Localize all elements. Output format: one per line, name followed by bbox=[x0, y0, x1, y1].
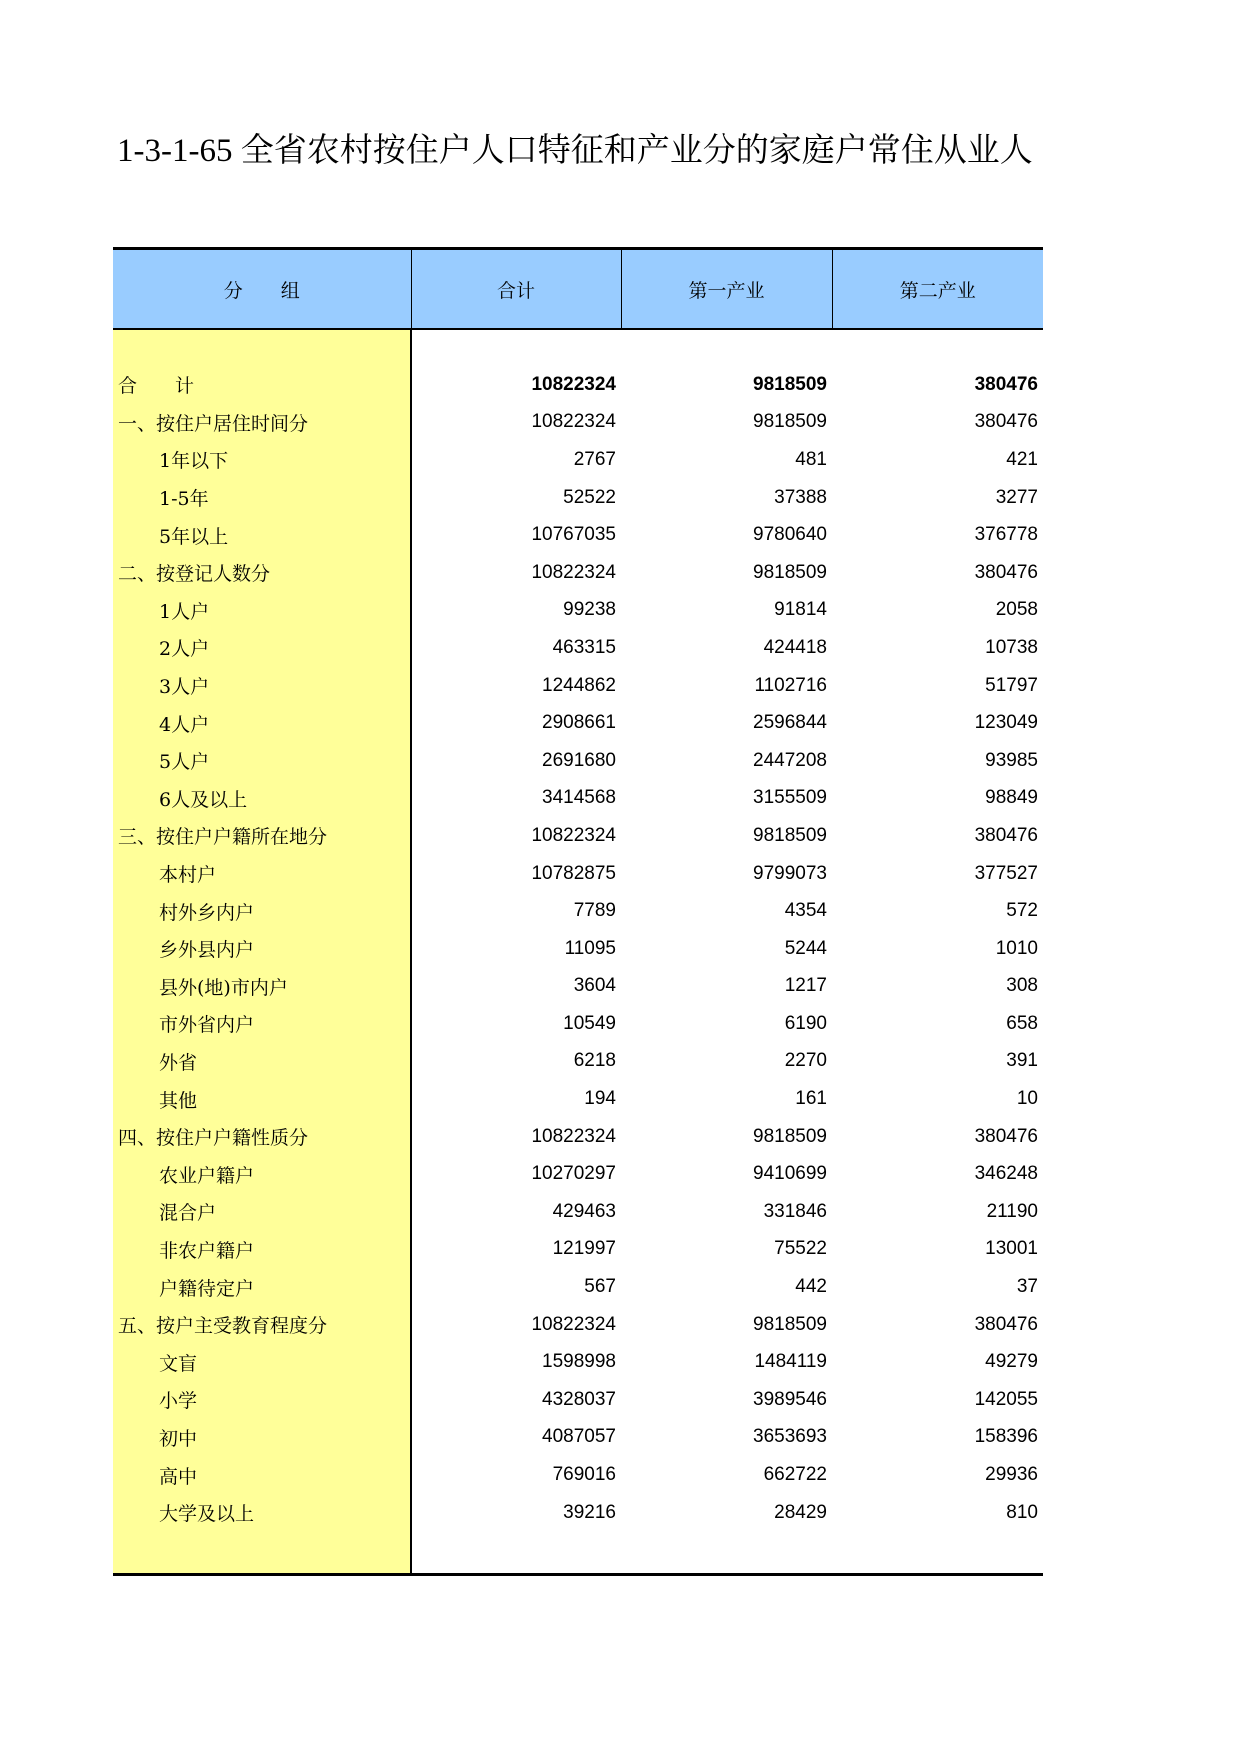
cell-secondary-industry: 346248 bbox=[974, 1163, 1038, 1185]
cell-total: 3604 bbox=[573, 975, 616, 997]
table-row bbox=[113, 1080, 1043, 1118]
cell-total: 194 bbox=[584, 1088, 616, 1110]
table-row bbox=[113, 404, 1043, 442]
cell-primary-industry: 9818509 bbox=[753, 561, 827, 583]
row-label: 小学 bbox=[113, 1381, 411, 1419]
table-row bbox=[113, 667, 1043, 705]
cell-secondary-industry: 380476 bbox=[974, 561, 1038, 583]
spacer-row bbox=[113, 1531, 1043, 1575]
cell-primary-industry: 161 bbox=[795, 1088, 827, 1110]
cell-total: 10782875 bbox=[531, 862, 616, 884]
cell-secondary-industry: 658 bbox=[1006, 1012, 1038, 1034]
cell-secondary-industry: 37 bbox=[1016, 1276, 1038, 1298]
row-label: 农业户籍户 bbox=[113, 1155, 411, 1193]
page-title: 1-3-1-65 全省农村按住户人口特征和产业分的家庭户常住从业人 bbox=[117, 133, 1033, 169]
cell-primary-industry: 5244 bbox=[784, 937, 827, 959]
row-label: 1-5年 bbox=[113, 479, 411, 517]
table-row bbox=[113, 930, 1043, 968]
spacer-row bbox=[113, 329, 1043, 366]
cell-primary-industry: 3155509 bbox=[753, 787, 827, 809]
statistics-table bbox=[113, 247, 1043, 1576]
row-label: 大学及以上 bbox=[113, 1494, 411, 1532]
cell-total: 10822324 bbox=[531, 824, 616, 846]
cell-primary-industry: 2270 bbox=[784, 1050, 827, 1072]
cell-primary-industry: 3653693 bbox=[753, 1426, 827, 1448]
cell-primary-industry: 1102716 bbox=[754, 674, 827, 696]
cell-primary-industry: 9818509 bbox=[753, 373, 827, 395]
cell-total: 769016 bbox=[552, 1464, 616, 1486]
cell-secondary-industry: 308 bbox=[1006, 975, 1038, 997]
cell-total: 6218 bbox=[573, 1050, 616, 1072]
header-total: 合计 bbox=[411, 249, 621, 330]
cell-primary-industry: 662722 bbox=[763, 1464, 827, 1486]
cell-secondary-industry: 51797 bbox=[985, 674, 1038, 696]
cell-total: 567 bbox=[584, 1276, 616, 1298]
cell-secondary-industry: 13001 bbox=[985, 1238, 1038, 1260]
table-row bbox=[113, 1043, 1043, 1081]
cell-primary-industry: 481 bbox=[795, 448, 827, 470]
spacer-cell bbox=[621, 1531, 832, 1575]
cell-secondary-industry: 376778 bbox=[974, 524, 1038, 546]
cell-primary-industry: 1484119 bbox=[754, 1351, 827, 1373]
table-row bbox=[113, 1268, 1043, 1306]
cell-primary-industry: 4354 bbox=[784, 900, 827, 922]
spacer-cell bbox=[621, 329, 832, 366]
row-label: 市外省内户 bbox=[113, 1005, 411, 1043]
row-label: 2人户 bbox=[113, 629, 411, 667]
cell-primary-industry: 9410699 bbox=[753, 1163, 827, 1185]
cell-total: 429463 bbox=[552, 1200, 616, 1222]
cell-total: 52522 bbox=[563, 486, 616, 508]
cell-secondary-industry: 142055 bbox=[974, 1388, 1038, 1410]
cell-total: 2767 bbox=[573, 448, 616, 470]
table-row bbox=[113, 780, 1043, 818]
cell-secondary-industry: 10738 bbox=[985, 636, 1038, 658]
header-secondary-industry: 第二产业 bbox=[832, 249, 1043, 330]
table-row bbox=[113, 554, 1043, 592]
cell-primary-industry: 28429 bbox=[774, 1501, 827, 1523]
cell-total: 11095 bbox=[564, 937, 616, 959]
row-label: 三、按住户户籍所在地分 bbox=[113, 817, 411, 855]
table-row bbox=[113, 892, 1043, 930]
table-row bbox=[113, 1118, 1043, 1156]
table-row bbox=[113, 1419, 1043, 1457]
row-label: 二、按登记人数分 bbox=[113, 554, 411, 592]
table-row bbox=[113, 516, 1043, 554]
cell-total: 10822324 bbox=[531, 1313, 616, 1335]
row-label: 文盲 bbox=[113, 1343, 411, 1381]
table-header-row bbox=[113, 249, 1043, 330]
cell-total: 3414568 bbox=[542, 787, 616, 809]
spacer-cell bbox=[411, 329, 621, 366]
cell-total: 10767035 bbox=[531, 524, 616, 546]
cell-total: 39216 bbox=[563, 1501, 616, 1523]
cell-secondary-industry: 93985 bbox=[985, 749, 1038, 771]
row-label: 五、按户主受教育程度分 bbox=[113, 1306, 411, 1344]
cell-secondary-industry: 10 bbox=[1016, 1088, 1038, 1110]
row-label: 1年以下 bbox=[113, 441, 411, 479]
cell-total: 1598998 bbox=[542, 1351, 616, 1373]
cell-total: 2908661 bbox=[542, 712, 616, 734]
cell-secondary-industry: 380476 bbox=[974, 411, 1038, 433]
spacer-cell bbox=[113, 329, 411, 366]
cell-total: 10549 bbox=[563, 1012, 616, 1034]
row-label: 5人户 bbox=[113, 742, 411, 780]
cell-secondary-industry: 421 bbox=[1006, 448, 1038, 470]
table-body bbox=[113, 329, 1043, 1575]
row-label: 本村户 bbox=[113, 855, 411, 893]
cell-secondary-industry: 380476 bbox=[974, 824, 1038, 846]
row-label: 1人户 bbox=[113, 592, 411, 630]
table-row bbox=[113, 1456, 1043, 1494]
cell-primary-industry: 75522 bbox=[774, 1238, 827, 1260]
cell-secondary-industry: 123049 bbox=[974, 712, 1038, 734]
row-label: 5年以上 bbox=[113, 516, 411, 554]
cell-total: 10270297 bbox=[531, 1163, 616, 1185]
row-label: 4人户 bbox=[113, 704, 411, 742]
row-label: 非农户籍户 bbox=[113, 1231, 411, 1269]
table-row bbox=[113, 1306, 1043, 1344]
spacer-cell bbox=[113, 1531, 411, 1575]
row-label: 县外(地)市内户 bbox=[113, 968, 411, 1006]
cell-secondary-industry: 29936 bbox=[985, 1464, 1038, 1486]
table-row bbox=[113, 479, 1043, 517]
cell-primary-industry: 2447208 bbox=[753, 749, 827, 771]
cell-total: 10822324 bbox=[531, 373, 616, 395]
cell-secondary-industry: 380476 bbox=[974, 373, 1038, 395]
cell-primary-industry: 91814 bbox=[774, 599, 827, 621]
table-row bbox=[113, 1494, 1043, 1532]
row-label: 其他 bbox=[113, 1080, 411, 1118]
cell-primary-industry: 6190 bbox=[784, 1012, 827, 1034]
table-row bbox=[113, 592, 1043, 630]
row-label: 6人及以上 bbox=[113, 780, 411, 818]
table-row bbox=[113, 1231, 1043, 1269]
spacer-cell bbox=[832, 1531, 1043, 1575]
cell-secondary-industry: 3277 bbox=[995, 486, 1038, 508]
cell-secondary-industry: 21190 bbox=[986, 1200, 1038, 1222]
row-label: 3人户 bbox=[113, 667, 411, 705]
cell-secondary-industry: 380476 bbox=[974, 1125, 1038, 1147]
cell-secondary-industry: 1010 bbox=[995, 937, 1038, 959]
cell-total: 2691680 bbox=[542, 749, 616, 771]
spacer-cell bbox=[411, 1531, 621, 1575]
table-row bbox=[113, 1193, 1043, 1231]
row-label: 合 计 bbox=[113, 366, 411, 404]
table-row bbox=[113, 441, 1043, 479]
row-label: 乡外县内户 bbox=[113, 930, 411, 968]
cell-secondary-industry: 810 bbox=[1006, 1501, 1038, 1523]
row-label: 初中 bbox=[113, 1419, 411, 1457]
table-row bbox=[113, 704, 1043, 742]
row-label: 村外乡内户 bbox=[113, 892, 411, 930]
cell-primary-industry: 2596844 bbox=[753, 712, 827, 734]
cell-secondary-industry: 391 bbox=[1006, 1050, 1038, 1072]
row-label: 高中 bbox=[113, 1456, 411, 1494]
cell-total: 1244862 bbox=[542, 674, 616, 696]
table-row bbox=[113, 1005, 1043, 1043]
cell-total: 99238 bbox=[563, 599, 616, 621]
row-label: 外省 bbox=[113, 1043, 411, 1081]
cell-secondary-industry: 2058 bbox=[995, 599, 1038, 621]
cell-primary-industry: 9818509 bbox=[753, 824, 827, 846]
cell-secondary-industry: 158396 bbox=[974, 1426, 1038, 1448]
cell-total: 10822324 bbox=[531, 1125, 616, 1147]
row-label: 四、按住户户籍性质分 bbox=[113, 1118, 411, 1156]
table-row bbox=[113, 1381, 1043, 1419]
cell-total: 10822324 bbox=[531, 411, 616, 433]
table-row bbox=[113, 366, 1043, 404]
header-primary-industry: 第一产业 bbox=[621, 249, 832, 330]
table-row bbox=[113, 1343, 1043, 1381]
cell-primary-industry: 1217 bbox=[784, 975, 827, 997]
cell-primary-industry: 442 bbox=[795, 1276, 827, 1298]
cell-total: 121997 bbox=[552, 1238, 616, 1260]
cell-secondary-industry: 377527 bbox=[974, 862, 1038, 884]
cell-primary-industry: 37388 bbox=[774, 486, 827, 508]
cell-total: 7789 bbox=[573, 900, 616, 922]
row-label: 一、按住户居住时间分 bbox=[113, 404, 411, 442]
cell-primary-industry: 9818509 bbox=[753, 1313, 827, 1335]
cell-secondary-industry: 49279 bbox=[985, 1351, 1038, 1373]
cell-primary-industry: 9818509 bbox=[753, 411, 827, 433]
cell-total: 4328037 bbox=[542, 1388, 616, 1410]
table-row bbox=[113, 629, 1043, 667]
cell-primary-industry: 424418 bbox=[763, 636, 827, 658]
table-row bbox=[113, 1155, 1043, 1193]
table-row bbox=[113, 742, 1043, 780]
table-row bbox=[113, 817, 1043, 855]
cell-total: 10822324 bbox=[531, 561, 616, 583]
cell-primary-industry: 9799073 bbox=[753, 862, 827, 884]
row-label: 户籍待定户 bbox=[113, 1268, 411, 1306]
row-label: 混合户 bbox=[113, 1193, 411, 1231]
cell-secondary-industry: 380476 bbox=[974, 1313, 1038, 1335]
cell-primary-industry: 331846 bbox=[763, 1200, 827, 1222]
cell-total: 463315 bbox=[552, 636, 616, 658]
cell-total: 4087057 bbox=[542, 1426, 616, 1448]
table-row bbox=[113, 968, 1043, 1006]
header-group: 分 组 bbox=[113, 249, 411, 330]
cell-primary-industry: 9780640 bbox=[753, 524, 827, 546]
table-row bbox=[113, 855, 1043, 893]
cell-secondary-industry: 98849 bbox=[985, 787, 1038, 809]
cell-primary-industry: 3989546 bbox=[753, 1388, 827, 1410]
spacer-cell bbox=[832, 329, 1043, 366]
cell-secondary-industry: 572 bbox=[1006, 900, 1038, 922]
cell-primary-industry: 9818509 bbox=[753, 1125, 827, 1147]
